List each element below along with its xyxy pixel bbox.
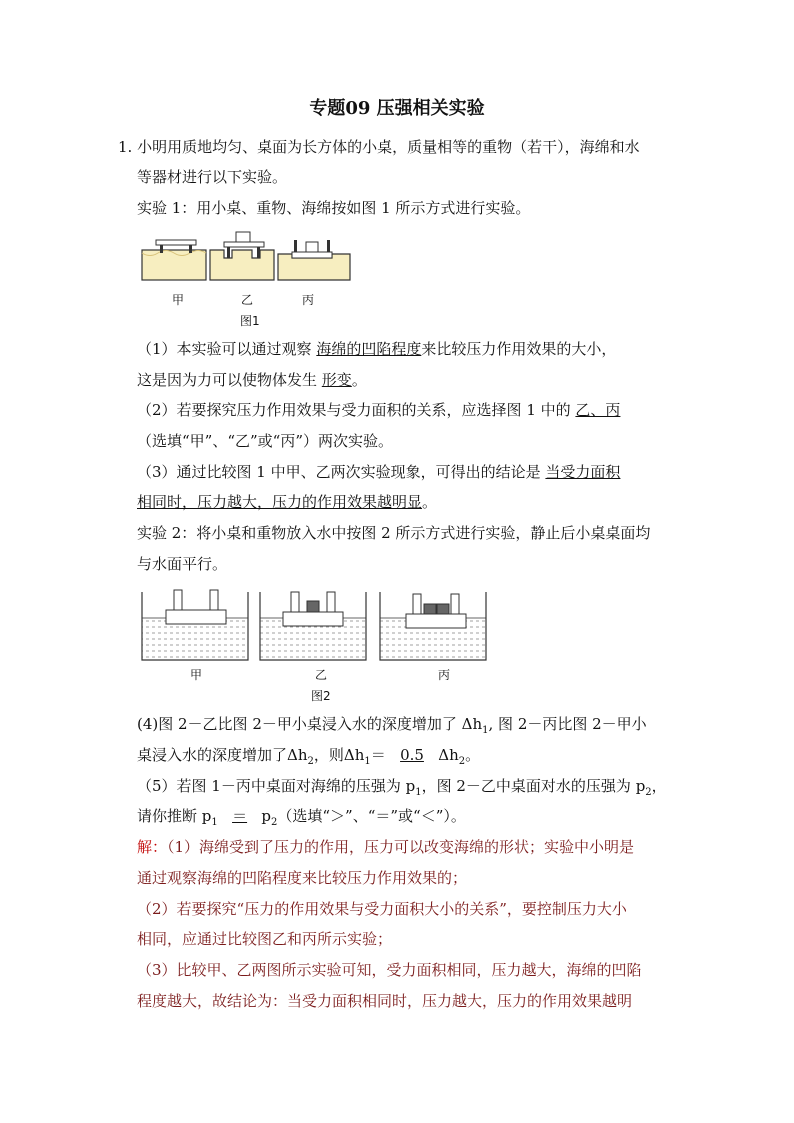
- answer-4: 0.5: [400, 746, 424, 764]
- solution-line-6: 程度越大，故结论为：当受力面积相同时，压力越大，压力的作用效果越明: [137, 992, 633, 1010]
- solution-line-2: 通过观察海绵的凹陷程度来比较压力作用效果的；: [137, 869, 468, 887]
- question-stem-line-2: 等器材进行以下实验。: [137, 168, 288, 186]
- subquestion-3-line-2: 相同时，压力越大，压力的作用效果越明显。: [137, 493, 438, 511]
- figure-1-label-bing: 丙: [302, 293, 315, 307]
- subquestion-3-line-1: （3）通过比较图 1 中甲、乙两次实验现象，可得出的结论是 当受力面积: [137, 463, 621, 481]
- subquestion-2-line-1: （2）若要探究压力作用效果与受力面积的关系，应选择图 1 中的 乙、丙: [137, 401, 621, 419]
- figure-1-label-yi: 乙: [241, 293, 254, 307]
- figure-2-label-yi: 乙: [315, 668, 328, 682]
- figure-1-caption: 图1: [240, 314, 260, 328]
- figure-2-caption: 图2: [311, 689, 331, 703]
- figure-2-label-jia: 甲: [190, 668, 203, 682]
- solution-line-5: （3）比较甲、乙两图所示实验可知，受力面积相同，压力越大，海绵的凹陷: [137, 961, 642, 979]
- answer-2: 乙、丙: [575, 401, 621, 419]
- figure-1-jia: [142, 240, 206, 280]
- question-stem-line-1: [118, 137, 640, 157]
- subquestion-4-line-2: 桌浸入水的深度增加了$\Delta h_2$，则$\Delta h_1=$ 0.5 $\Delta h_2$。: [137, 746, 481, 767]
- question-stem-text: 小明用质地均匀、桌面为长方体的小桌，质量相等的重物（若干），海绵和水: [137, 138, 640, 156]
- experiment-2-intro-line-1: 实验 2：将小桌和重物放入水中按图 2 所示方式进行实验，静止后小桌桌面均: [137, 524, 651, 542]
- answer-5: ＝: [232, 807, 248, 825]
- figure-1: [140, 228, 352, 288]
- figure-2-jia: [142, 590, 248, 660]
- figure-1-yi: [210, 232, 274, 280]
- figure-2-bing: [380, 592, 486, 660]
- experiment-2-intro-line-2: 与水面平行。: [137, 555, 228, 573]
- subquestion-4-line-1: (4)图 2－乙比图 2－甲小桌浸入水的深度增加了 $\Delta h_1$, 图 2－丙比图 2－甲小: [137, 715, 647, 736]
- figure-1-bing: [278, 240, 350, 280]
- question-number: 1.: [118, 138, 133, 156]
- figure-2: [140, 588, 490, 662]
- figure-2-yi: [260, 592, 366, 660]
- solution-line-1: 解：（1）海绵受到了压力的作用，压力可以改变海绵的形状；实验中小明是: [137, 838, 635, 856]
- subquestion-1-line-1: （1）本实验可以通过观察 海绵的凹陷程度来比较压力作用效果的大小，: [137, 340, 617, 358]
- subquestion-5-line-1: （5）若图 1－丙中桌面对海绵的压强为 $p_1$，图 2－乙中桌面对水的压强为 $p_2$，: [137, 777, 667, 798]
- solution-line-4: 相同，应通过比较图乙和丙所示实验；: [137, 930, 393, 948]
- subquestion-2-line-2: （选填“甲”、“乙”或“丙”）两次实验。: [137, 432, 394, 450]
- answer-3b: 相同时，压力越大，压力的作用效果越明显: [137, 493, 423, 511]
- figure-2-label-bing: 丙: [438, 668, 451, 682]
- figure-1-label-jia: 甲: [172, 293, 185, 307]
- answer-1a: 海绵的凹陷程度: [316, 340, 422, 358]
- solution-line-3: （2）若要探究“压力的作用效果与受力面积大小的关系”，要控制压力大小: [137, 900, 627, 918]
- answer-1b: 形变: [321, 371, 352, 389]
- page-title: 专题09 压强相关实验: [309, 98, 485, 119]
- answer-3a: 当受力面积: [545, 463, 621, 481]
- subquestion-5-line-2: 请你推断 $p_1$ ＝ $p_2$（选填“＞”、“＝”或“＜”）。: [137, 807, 466, 828]
- subquestion-1-line-2: 这是因为力可以使物体发生 形变。: [137, 371, 367, 389]
- experiment-1-intro: 实验 1：用小桌、重物、海绵按如图 1 所示方式进行实验。: [137, 199, 531, 217]
- solution-label: 解：: [137, 838, 168, 856]
